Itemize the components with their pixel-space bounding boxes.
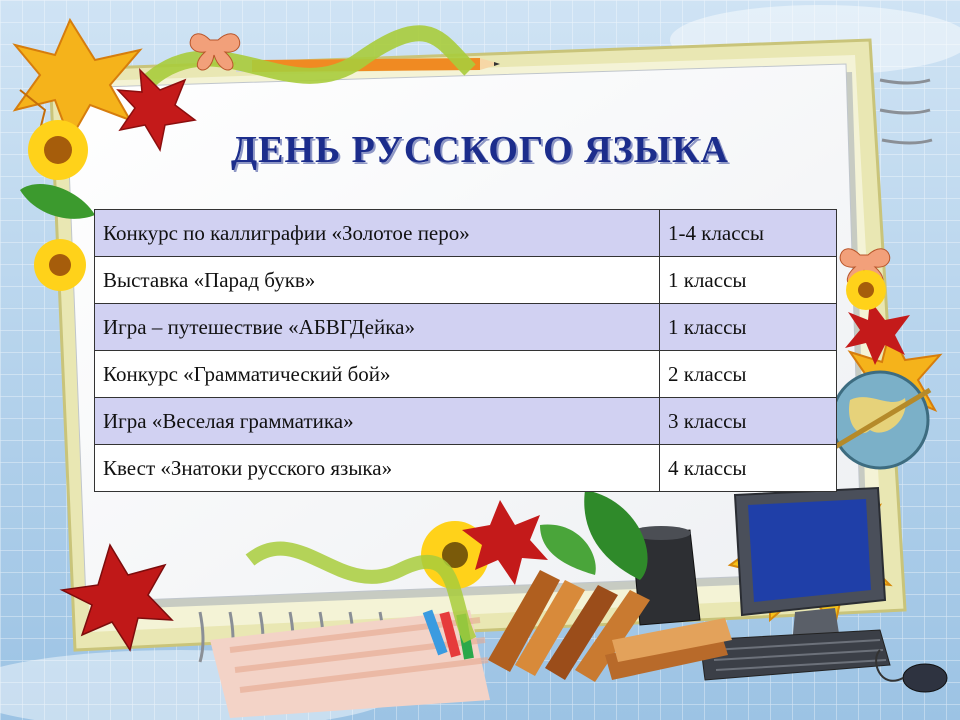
globe-icon (830, 372, 930, 468)
sunflower-icon (846, 270, 886, 310)
grades-cell: 2 классы (660, 351, 837, 398)
table-row (95, 210, 837, 257)
table-row (95, 257, 837, 304)
event-cell: Игра – путешествие «АБВГДейка» (95, 304, 660, 351)
event-cell: Игра «Веселая грамматика» (95, 398, 660, 445)
table-row (95, 398, 837, 445)
event-cell: Квест «Знатоки русского языка» (95, 445, 660, 492)
table-row (95, 351, 837, 398)
grades-cell: 3 классы (660, 398, 837, 445)
slide-title: ДЕНЬ РУССКОГО ЯЗЫКА (231, 129, 729, 171)
events-table (94, 209, 837, 492)
event-cell: Конкурс по каллиграфии «Золотое перо» (95, 210, 660, 257)
grades-cell: 1 классы (660, 304, 837, 351)
event-cell: Выставка «Парад букв» (95, 257, 660, 304)
event-cell: Конкурс «Грамматический бой» (95, 351, 660, 398)
grades-cell: 1-4 классы (660, 210, 837, 257)
table-row (95, 445, 837, 492)
table-row (95, 304, 837, 351)
grades-cell: 4 классы (660, 445, 837, 492)
grades-cell: 1 классы (660, 257, 837, 304)
